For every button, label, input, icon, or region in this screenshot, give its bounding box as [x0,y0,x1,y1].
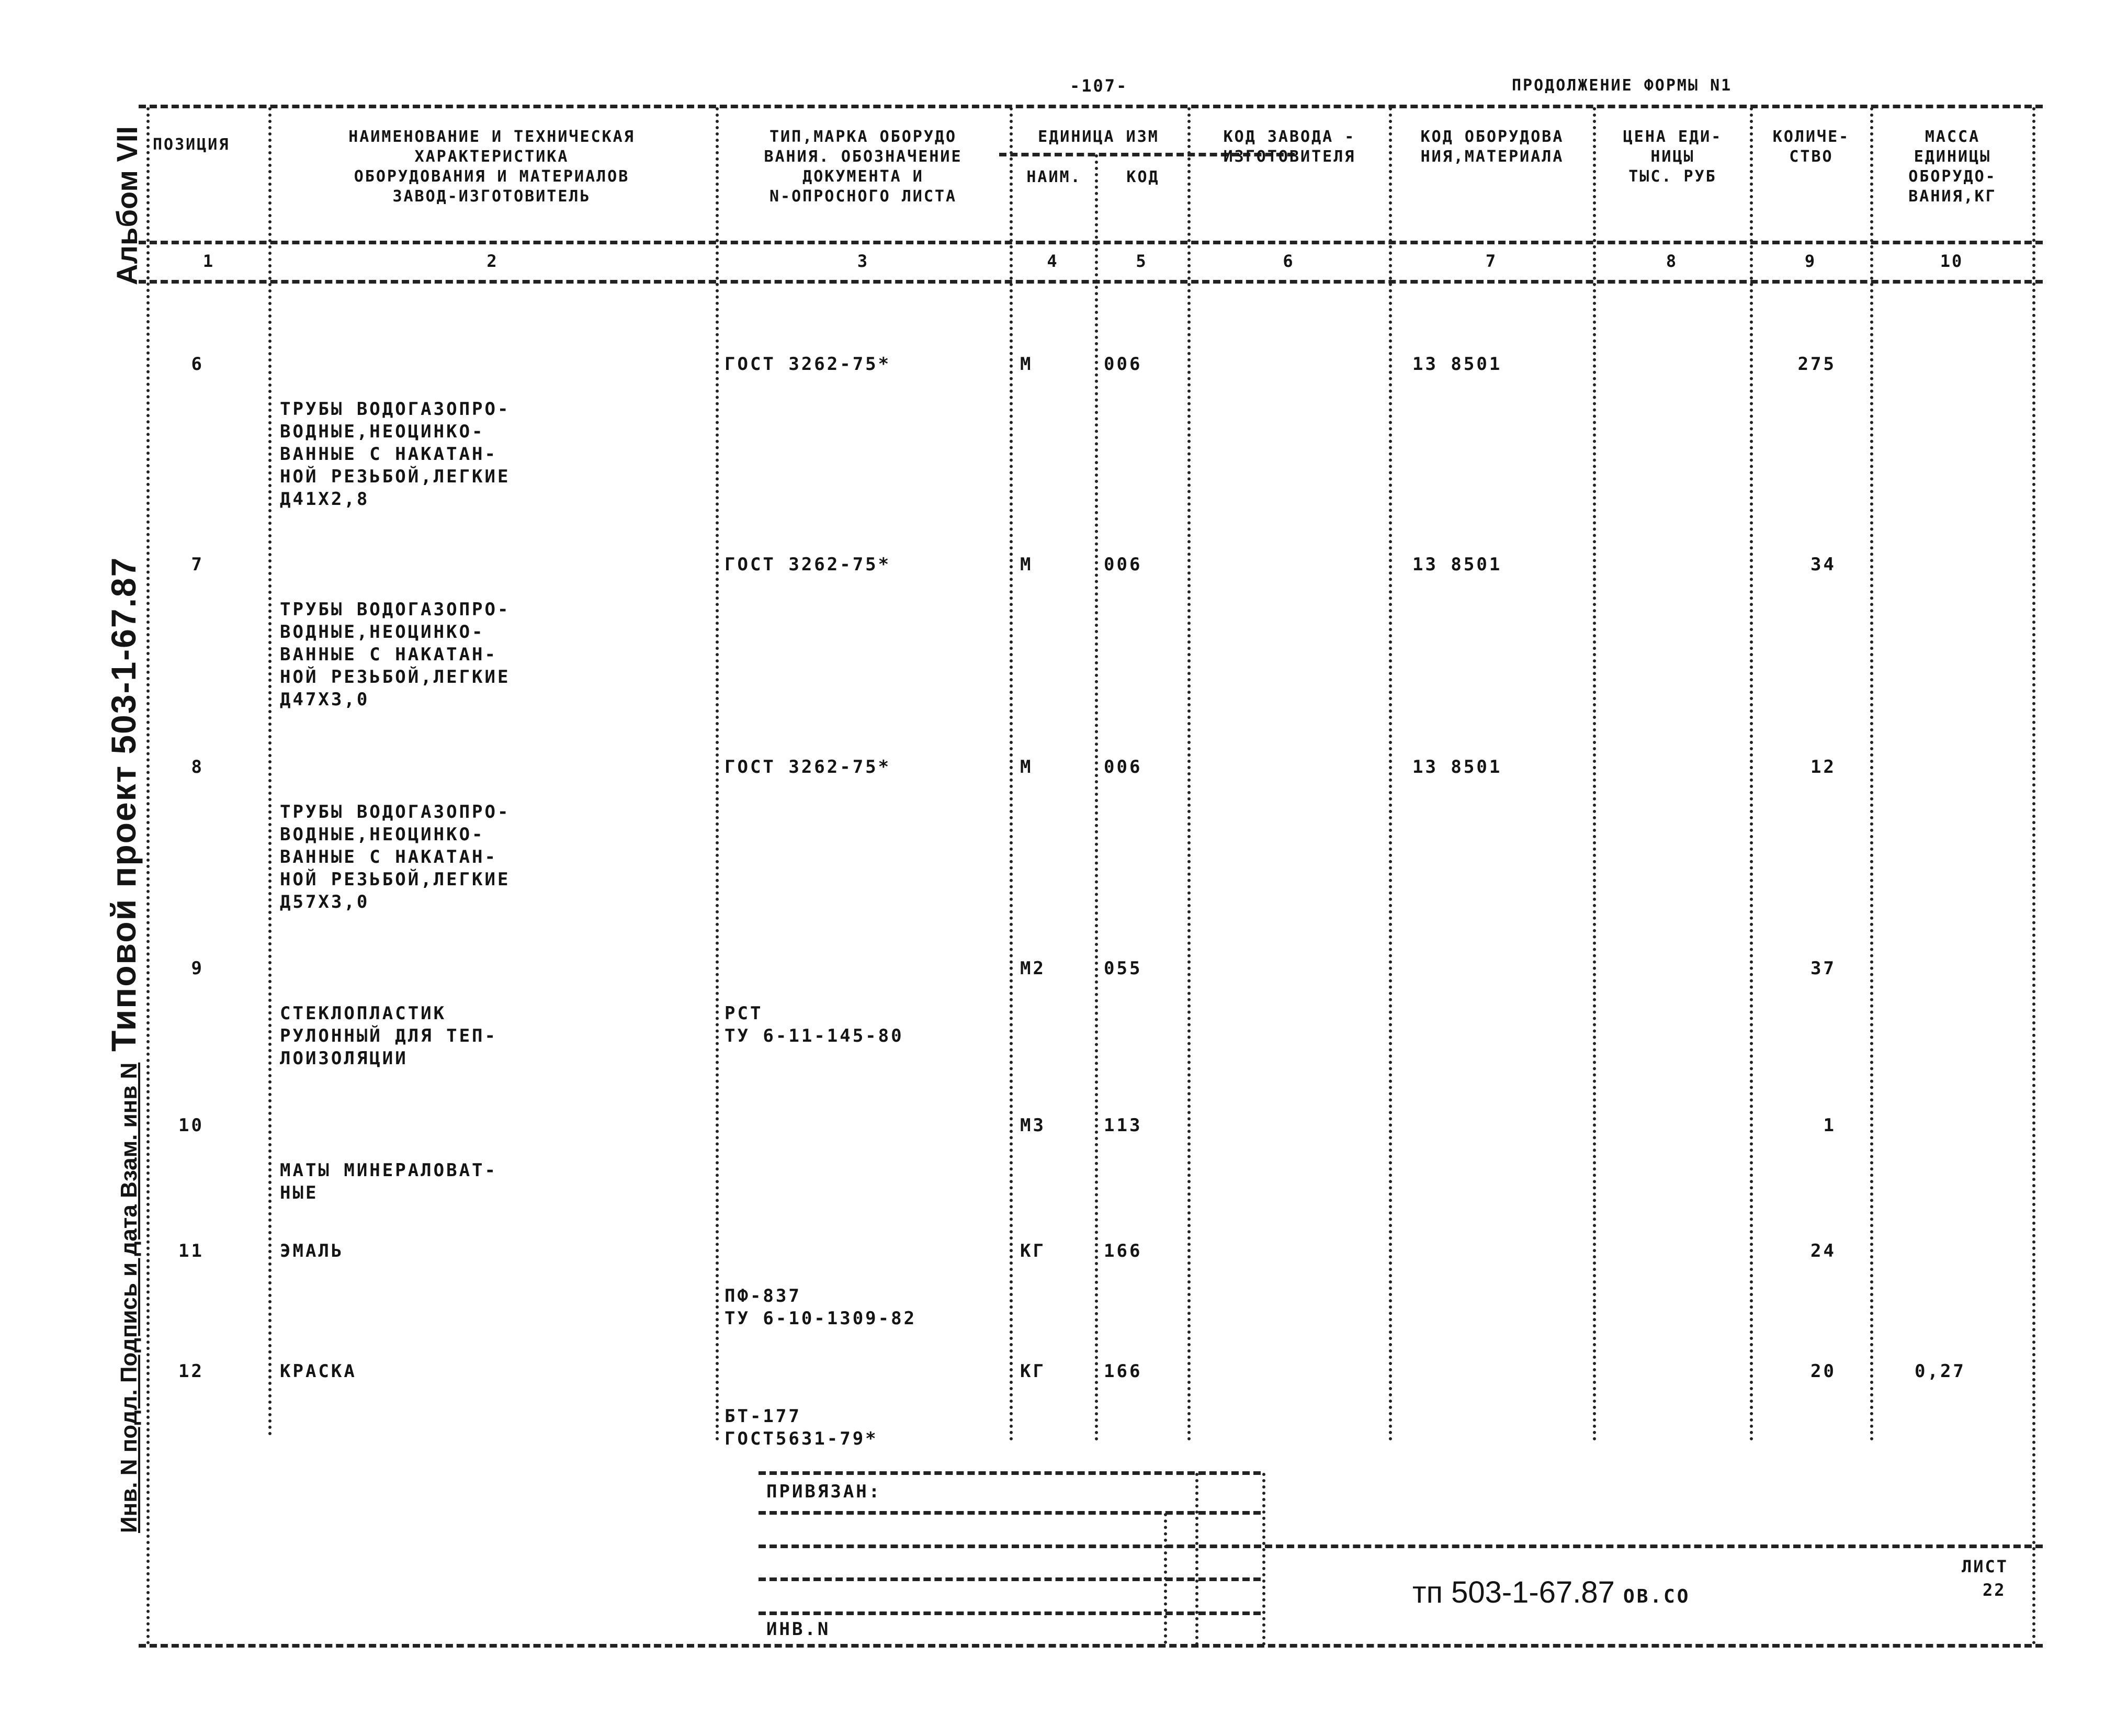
col-sep-2 [716,107,719,1441]
table-top-border [139,105,2043,108]
row-unit-code: 166 [1104,1361,1142,1382]
stamp-line-2 [759,1511,1261,1515]
row-material-code: 13 8501 [1412,757,1502,777]
colnum-1: 1 [202,251,215,271]
stamp-sep-1 [1195,1473,1198,1645]
row-quantity: 37 [1810,958,1836,979]
hdr-col2: НАИМЕНОВАНИЕ И ТЕХНИЧЕСКАЯ ХАРАКТЕРИСТИКА ОБОРУДОВАНИЯ И МАТЕРИАЛОВ ЗАВОД-ИЗГОТОВИТЕЛЬ [348,128,635,206]
stamp-inv-label: ИНВ.N [766,1619,831,1640]
colnum-5: 5 [1136,251,1148,271]
col-sep-1 [268,107,271,1436]
colnum-bottom-border [139,280,2043,284]
col-sep-8 [1750,107,1753,1441]
hdr-col45: ЕДИНИЦА ИЗМ [1038,128,1159,146]
row-material-code: 13 8501 [1412,354,1502,375]
hdr-col6: КОД ЗАВОДА - ИЗГОТОВИТЕЛЯ [1223,128,1356,166]
row-unit-code: 113 [1104,1115,1142,1136]
row-mass: 0,27 [1915,1361,1966,1382]
project-label: Типовой проект 503-1-67.87 [104,556,143,1052]
stamp-sheet-label: ЛИСТ [1962,1557,2009,1576]
row-position: 7 [191,554,204,575]
stamp-sep-2 [1262,1473,1265,1645]
row-position: 12 [178,1361,204,1382]
row-name: ЭМАЛЬ [280,1241,344,1261]
row-type: ГОСТ 3262-75* [725,554,891,575]
colnum-9: 9 [1804,251,1817,271]
stamp-line-3 [759,1545,2043,1548]
row-type: ГОСТ 3262-75* [725,354,891,375]
col-sep-7 [1593,107,1596,1441]
colnum-3: 3 [857,251,869,271]
row-type: ПФ-837 ТУ 6-10-1309-82 [725,1286,917,1329]
row-name: СТЕКЛОПЛАСТИК РУЛОННЫЙ ДЛЯ ТЕП- ЛОИЗОЛЯЦИИ [280,1003,497,1069]
stamp-line-4 [759,1577,1261,1581]
colnum-2: 2 [486,251,499,271]
row-quantity: 275 [1797,354,1836,375]
row-quantity: 34 [1810,554,1836,575]
row-position: 9 [191,958,204,979]
col-sep-3 [1010,107,1013,1441]
colnum-8: 8 [1666,251,1678,271]
row-quantity: 12 [1810,757,1836,777]
hdr-col8: ЦЕНА ЕДИ- НИЦЫ ТЫС. РУБ [1623,128,1723,186]
hdr-col3: ТИП,МАРКА ОБОРУДО ВАНИЯ. ОБОЗНАЧЕНИЕ ДОКУМЕНТА И N-ОПРОСНОГО ЛИСТА [764,128,963,206]
row-position: 11 [178,1241,204,1261]
colnum-7: 7 [1485,251,1498,271]
header-bottom-border [139,241,2043,244]
row-type: БТ-177 ГОСТ5631-79* [725,1406,878,1449]
row-unit: М [1020,354,1033,375]
table-bottom-border [139,1644,2043,1648]
row-material-code: 13 8501 [1412,554,1502,575]
col-sep-9 [1870,107,1873,1441]
col-sep-0 [146,107,150,1645]
continuation-label: ПРОДОЛЖЕНИЕ ФОРМЫ N1 [1512,76,1733,95]
row-name: КРАСКА [280,1361,357,1382]
row-unit-code: 006 [1104,554,1142,575]
row-unit: М [1020,554,1033,575]
page-number: -107- [1070,76,1128,96]
row-unit: М2 [1020,958,1046,979]
row-position: 10 [178,1115,204,1136]
stamp-line-5 [759,1611,1261,1615]
row-quantity: 1 [1823,1115,1836,1136]
row-type: ГОСТ 3262-75* [725,757,891,777]
row-unit: М [1020,757,1033,777]
row-name: ТРУБЫ ВОДОГАЗОПРО- ВОДНЫЕ,НЕОЦИНКО- ВАННЫЕ С НАКАТАН- НОЙ РЕЗЬБОЙ,ЛЕГКИЕ Д57Х3,0 [280,802,511,912]
colnum-10: 10 [1940,251,1964,271]
row-name: ТРУБЫ ВОДОГАЗОПРО- ВОДНЫЕ,НЕОЦИНКО- ВАННЫЕ С НАКАТАН- НОЙ РЕЗЬБОЙ,ЛЕГКИЕ Д47Х3,0 [280,599,511,710]
stamp-bound-label: ПРИВЯЗАН: [766,1481,882,1502]
hdr-col9: КОЛИЧЕ- СТВО [1772,128,1850,166]
colnum-4: 4 [1047,251,1059,271]
stamp-sep-3 [1164,1513,1167,1644]
stamp-side-label: Инв. N подл. Подпись и дата Взам. инв N [116,1062,142,1533]
row-unit-code: 055 [1104,958,1142,979]
stamp-doc-code: тп 503-1-67.87 ОВ.СО [1412,1575,1691,1609]
album-label: Альбом VII [110,126,143,285]
row-name: МАТЫ МИНЕРАЛОВАТ- НЫЕ [280,1160,497,1203]
row-unit: КГ [1020,1361,1046,1382]
row-name: ТРУБЫ ВОДОГАЗОПРО- ВОДНЫЕ,НЕОЦИНКО- ВАННЫЕ С НАКАТАН- НОЙ РЕЗЬБОЙ,ЛЕГКИЕ Д41Х2,8 [280,399,511,510]
row-quantity: 20 [1810,1361,1836,1382]
row-unit-code: 006 [1104,757,1142,777]
hdr-col7: КОД ОБОРУДОВА НИЯ,МАТЕРИАЛА [1420,128,1564,166]
hdr-col5: КОД [1126,168,1160,186]
row-unit: М3 [1020,1115,1046,1136]
row-type: РСТ ТУ 6-11-145-80 [725,1003,904,1046]
col-sep-5 [1187,107,1191,1441]
hdr-col10: МАССА ЕДИНИЦЫ ОБОРУДО- ВАНИЯ,КГ [1908,128,1997,206]
col-sep-10 [2032,107,2035,1645]
hdr-col4: НАИМ. [1026,168,1082,186]
row-position: 8 [191,757,204,777]
hdr-col1: ПОЗИЦИЯ [153,136,230,154]
col-sep-6 [1389,107,1392,1441]
row-position: 6 [191,354,204,375]
col-sep-4 [1095,154,1098,1441]
colnum-6: 6 [1283,251,1295,271]
stamp-sheet-number: 22 [1983,1580,2006,1600]
row-unit: КГ [1020,1241,1046,1261]
row-unit-code: 166 [1104,1241,1142,1261]
row-unit-code: 006 [1104,354,1142,375]
row-quantity: 24 [1810,1241,1836,1261]
